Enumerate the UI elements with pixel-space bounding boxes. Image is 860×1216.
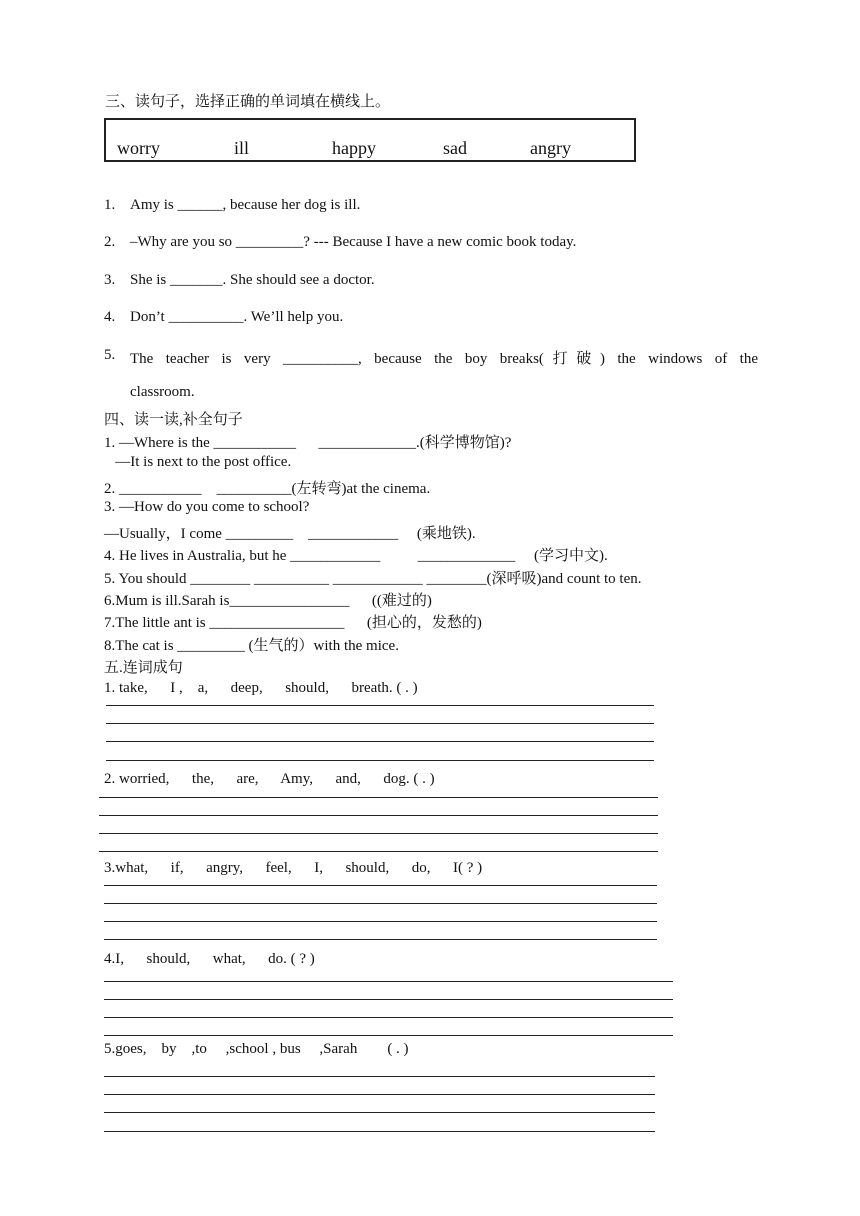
item-text: She is _______. She should see a doctor. (130, 272, 375, 288)
answer-line (99, 833, 658, 834)
reorder-words: 2. worried, the, are, Amy, and, dog. ( . ) (104, 771, 435, 787)
reorder-words: 4.I, should, what, do. ( ? ) (104, 951, 315, 967)
word-bank-word: sad (443, 138, 467, 158)
answer-line (104, 1076, 655, 1077)
item-number: 1. (104, 197, 116, 213)
answer-line (104, 1112, 655, 1113)
sentence-line: —Usually，I come _________ ____________ (乘地铁). (104, 526, 476, 542)
sentence-line: —It is next to the post office. (104, 454, 292, 470)
answer-line (104, 981, 673, 982)
word-bank-word: ill (234, 138, 250, 158)
answer-line (104, 1017, 673, 1018)
sentence-line: 8.The cat is _________ (生气的）with the mice. (104, 638, 399, 654)
item-text-continued: classroom. (130, 384, 195, 400)
item-number: 3. (104, 272, 116, 288)
item-number: 4. (104, 309, 116, 325)
section-3-title: 三、读句子，选择正确的单词填在横线上。 (105, 94, 391, 110)
item-number: 5. (104, 347, 116, 363)
reorder-words: 5.goes, by ,to ,school , bus ,Sarah ( . ) (104, 1041, 409, 1057)
sentence-line: 4. He lives in Australia, but he ____________ _____________ (学习中文). (104, 548, 608, 564)
word-bank-box (104, 118, 636, 162)
sentence-line: 1. —Where is the ___________ _____________.(科学博物馆)? (104, 435, 512, 451)
item-text: –Why are you so _________? --- Because I have a new comic book today. (130, 234, 577, 250)
item-text: The teacher is very __________, because the boy breaks(打破) the windows of the (130, 351, 758, 367)
item-text: Amy is ______, because her dog is ill. (130, 197, 361, 213)
section-4-title: 四、读一读,补全句子 (104, 412, 243, 428)
sentence-line: 5. You should ________ __________ ____________ ________(深呼吸)and count to ten. (104, 571, 642, 587)
sentence-line: 3. —How do you come to school? (104, 499, 310, 515)
word-bank-word: happy (332, 138, 376, 158)
answer-line (104, 1131, 655, 1132)
sentence-line: 6.Mum is ill.Sarah is________________ ((难过的) (104, 593, 432, 609)
answer-line (104, 1035, 673, 1036)
item-number: 2. (104, 234, 116, 250)
answer-line (104, 903, 657, 904)
word-bank-word: worry (117, 138, 160, 158)
sentence-line: 2. ___________ __________(左转弯)at the cinema. (104, 481, 431, 497)
answer-line (106, 705, 654, 706)
answer-line (104, 921, 657, 922)
answer-line (99, 797, 658, 798)
answer-line (104, 885, 657, 886)
answer-line (104, 1094, 655, 1095)
section-5-title: 五.连词成句 (104, 660, 183, 676)
answer-line (106, 723, 654, 724)
sentence-line: 7.The little ant is __________________ (担心的，发愁的) (104, 615, 482, 631)
answer-line (104, 999, 673, 1000)
reorder-words: 1. take, I , a, deep, should, breath. ( . ) (104, 680, 418, 696)
answer-line (104, 939, 657, 940)
answer-line (99, 815, 658, 816)
answer-line (106, 760, 654, 761)
item-text: Don’t __________. We’ll help you. (130, 309, 344, 325)
reorder-words: 3.what, if, angry, feel, I, should, do, I( ? ) (104, 860, 483, 876)
answer-line (99, 851, 658, 852)
word-bank-word: angry (530, 138, 571, 158)
answer-line (106, 741, 654, 742)
